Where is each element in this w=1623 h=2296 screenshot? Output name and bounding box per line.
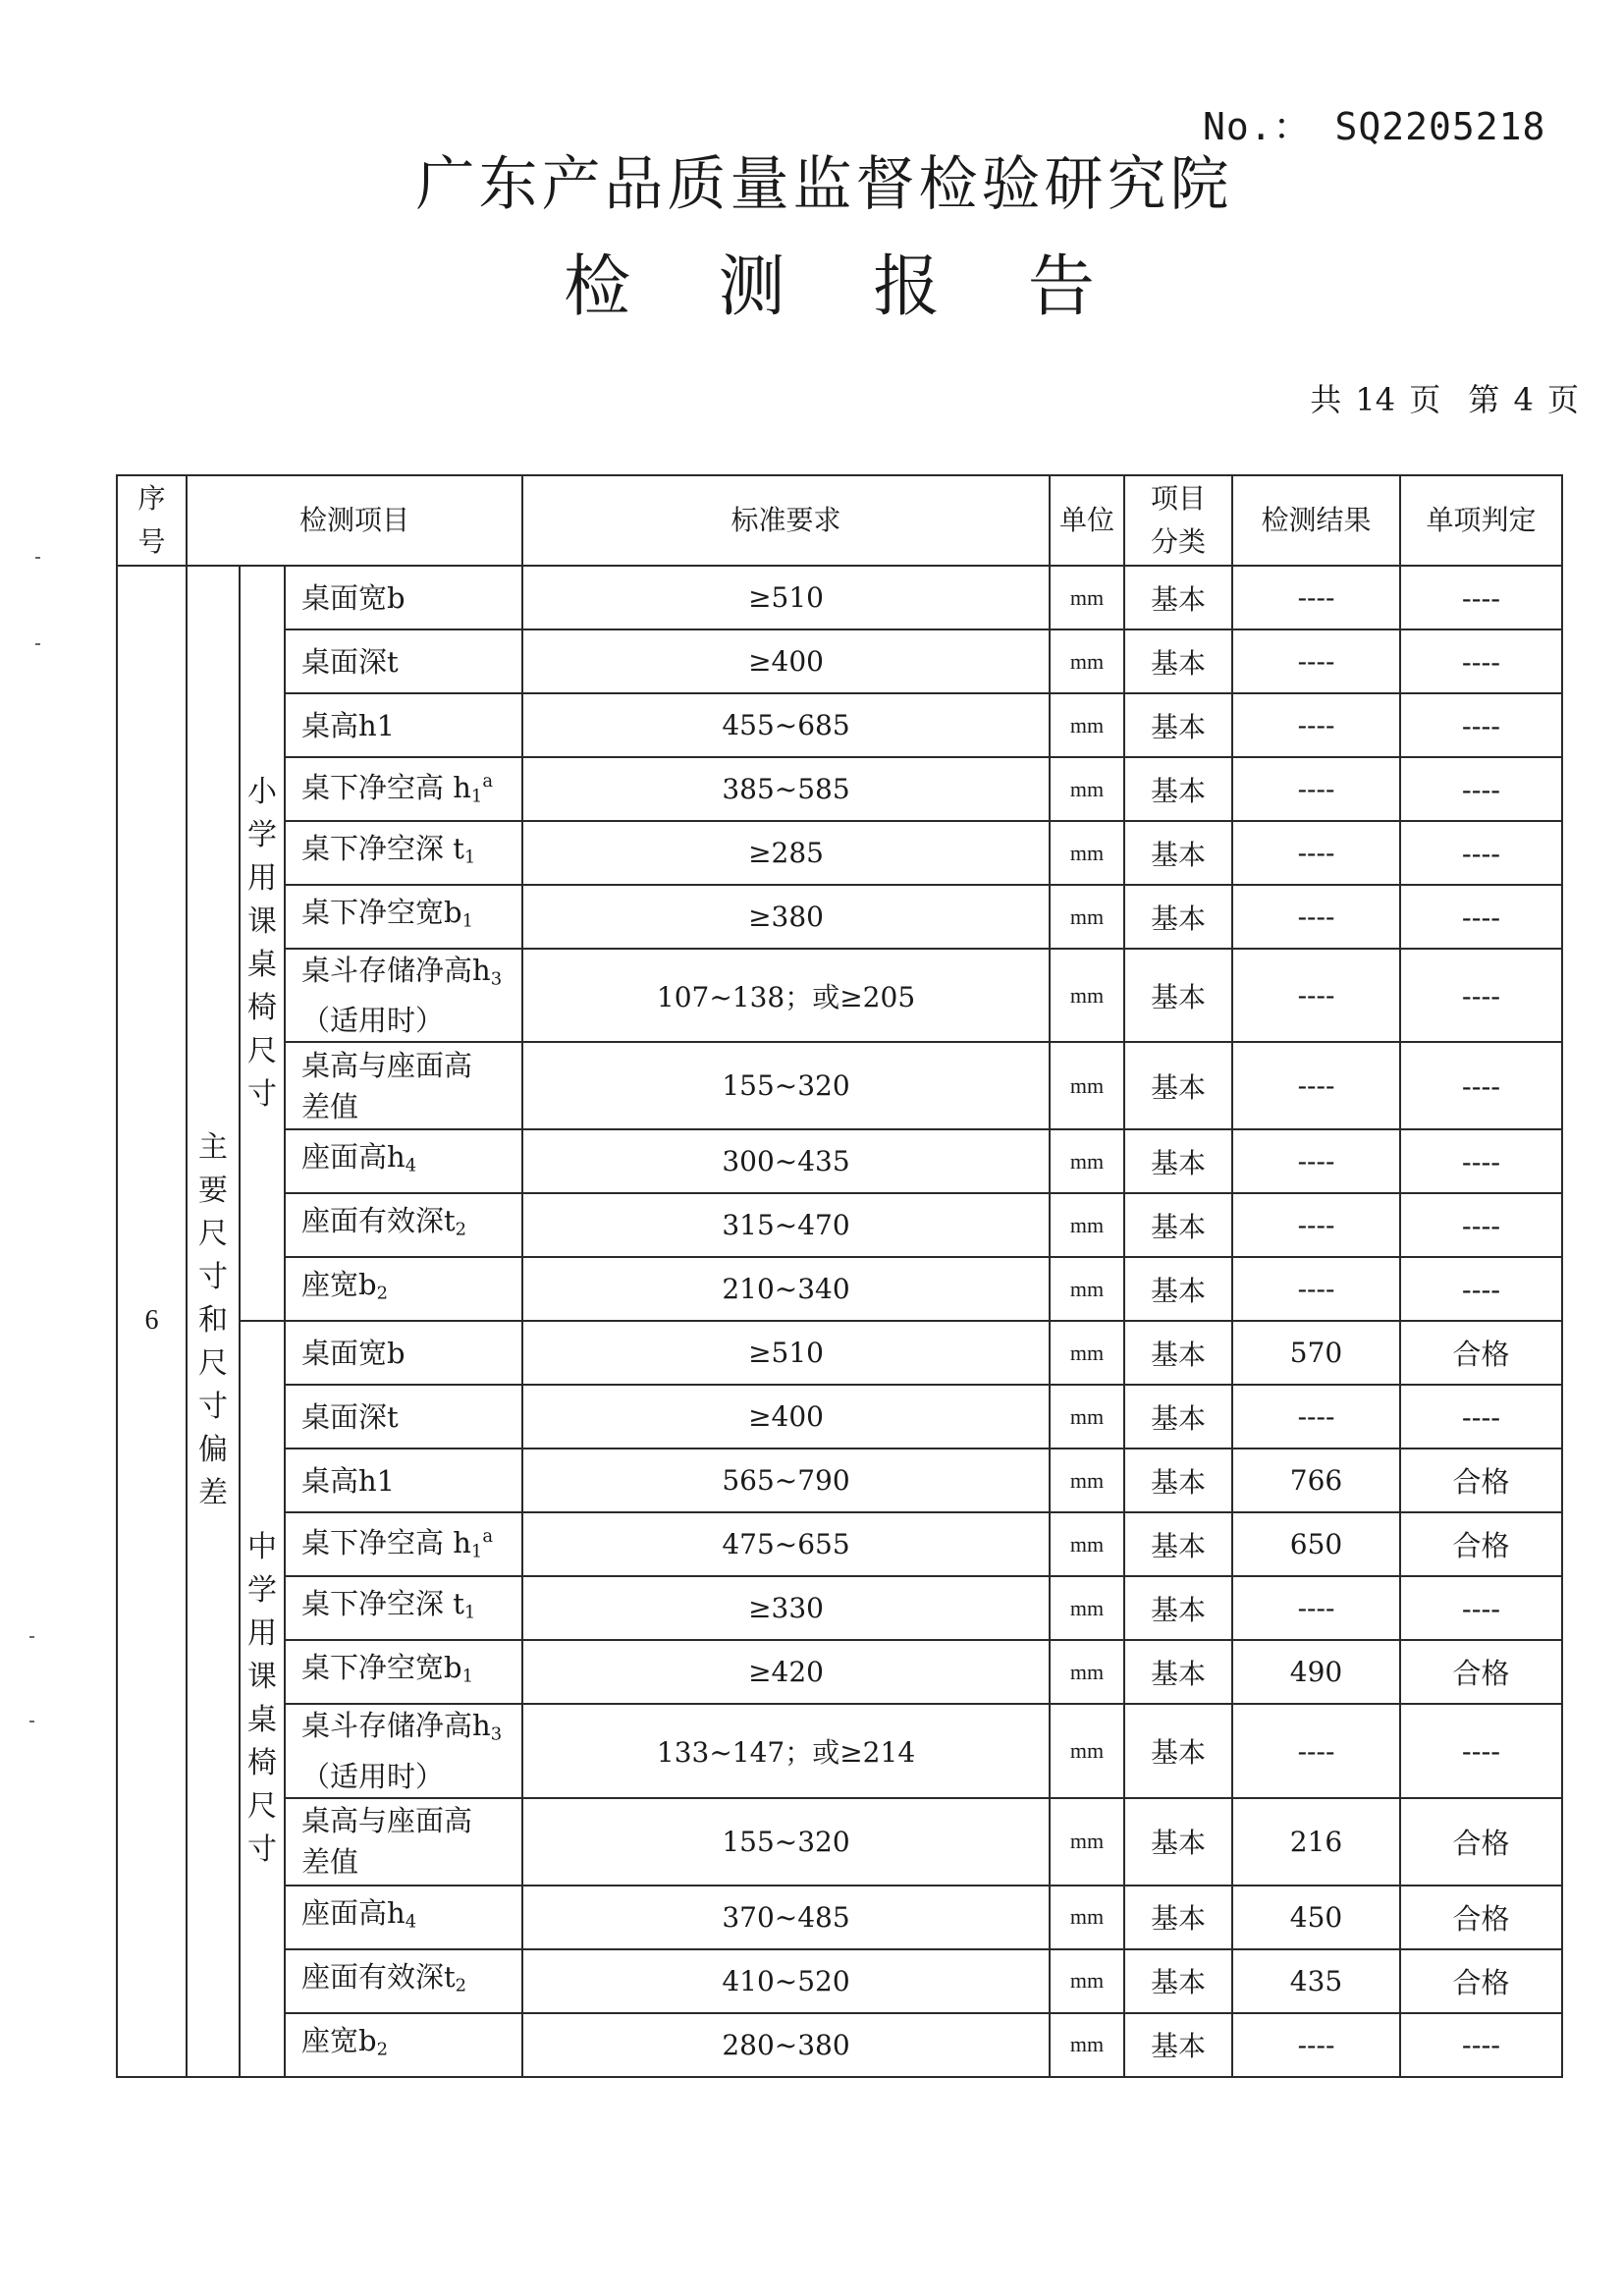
- report-number: No.： SQ2205218: [1203, 105, 1546, 148]
- test-item-label: 桌下净空高 h: [301, 770, 471, 804]
- unit: mm: [1050, 1385, 1124, 1449]
- standard-requirement: 280~380: [522, 2013, 1050, 2077]
- test-item-label: 座面有效深t: [301, 1959, 456, 1994]
- section-label-text: 中学用课桌椅尺寸: [247, 1530, 277, 1868]
- test-item-subscript: 1: [463, 1602, 476, 1623]
- test-item-label: 桌面宽b: [301, 1336, 406, 1370]
- test-item-label: 桌下净空深 t: [301, 831, 464, 865]
- test-item-label: 桌斗存储净高h: [301, 1709, 491, 1743]
- test-item-label: 桌高h1: [301, 708, 396, 742]
- item-verdict: 合格: [1400, 1886, 1562, 1949]
- test-item: [285, 1385, 522, 1449]
- table-row: [117, 566, 1562, 629]
- section-label: [240, 1321, 285, 2076]
- page-indicator: [1310, 375, 1579, 420]
- test-result: ----: [1232, 821, 1400, 885]
- test-item: [285, 1886, 522, 1949]
- test-item-subscript: 3: [490, 968, 503, 990]
- test-item-footnote: a: [482, 1526, 494, 1548]
- standard-requirement: 133~147；或≥214: [522, 1704, 1050, 1797]
- test-item-label: 桌斗存储净高h: [301, 954, 491, 987]
- header-result: 检测结果: [1232, 475, 1400, 566]
- item-verdict: ----: [1400, 949, 1562, 1042]
- test-item-label: 座面高h: [301, 1140, 406, 1175]
- item-category: 基本: [1124, 629, 1232, 693]
- standard-requirement: 315~470: [522, 1193, 1050, 1257]
- test-item: [285, 1449, 522, 1512]
- table-row: [117, 1193, 1562, 1257]
- test-item-subscript: 1: [461, 1666, 474, 1687]
- item-verdict: 合格: [1400, 1321, 1562, 1385]
- test-item-label-line2: 差值: [301, 1089, 359, 1123]
- table-row: [117, 949, 1562, 1042]
- test-item: [285, 1042, 522, 1129]
- item-verdict: ----: [1400, 1193, 1562, 1257]
- test-result: 216: [1232, 1798, 1400, 1886]
- test-result: ----: [1232, 1042, 1400, 1129]
- item-category: 基本: [1124, 757, 1232, 821]
- test-result: ----: [1232, 949, 1400, 1042]
- item-category: 基本: [1124, 1449, 1232, 1512]
- test-item-subscript: 2: [376, 1283, 389, 1304]
- section-label: [240, 566, 285, 1321]
- unit: mm: [1050, 885, 1124, 949]
- item-verdict: ----: [1400, 1576, 1562, 1640]
- test-item: [285, 1704, 522, 1797]
- test-item-subscript: 2: [455, 1975, 467, 1996]
- unit: mm: [1050, 1512, 1124, 1576]
- item-category: 基本: [1124, 885, 1232, 949]
- test-item-label: 桌面深t: [301, 1399, 399, 1434]
- item-category: 基本: [1124, 1042, 1232, 1129]
- standard-requirement: 107~138；或≥205: [522, 949, 1050, 1042]
- table-row: [117, 693, 1562, 757]
- test-result: ----: [1232, 1385, 1400, 1449]
- item-category: 基本: [1124, 566, 1232, 629]
- test-item-label: 桌下净空深 t: [301, 1587, 464, 1621]
- header-item: 检测项目: [187, 475, 522, 566]
- standard-requirement: ≥380: [522, 885, 1050, 949]
- test-item-subscript: 2: [376, 2039, 389, 2060]
- table-row: [117, 2013, 1562, 2077]
- unit: mm: [1050, 1704, 1124, 1797]
- item-category: 基本: [1124, 1704, 1232, 1797]
- test-item: [285, 949, 522, 1042]
- header-unit: 单位: [1050, 475, 1124, 566]
- test-item-label: 桌高h1: [301, 1463, 396, 1498]
- test-item: [285, 1576, 522, 1640]
- test-item-subscript: 3: [490, 1723, 503, 1745]
- test-item-label: 桌下净空宽b: [301, 895, 462, 929]
- test-result: ----: [1232, 1576, 1400, 1640]
- unit: mm: [1050, 629, 1124, 693]
- item-category: 基本: [1124, 1321, 1232, 1385]
- test-item-label: 桌面深t: [301, 644, 399, 679]
- standard-requirement: ≥510: [522, 566, 1050, 629]
- test-item: [285, 566, 522, 629]
- test-result: ----: [1232, 2013, 1400, 2077]
- test-item: [285, 1129, 522, 1193]
- header-category: 项目分类: [1124, 475, 1232, 566]
- standard-requirement: 410~520: [522, 1949, 1050, 2013]
- group-label-text: 主要尺寸和尺寸偏差: [198, 1130, 228, 1511]
- item-category: 基本: [1124, 1576, 1232, 1640]
- item-verdict: ----: [1400, 1385, 1562, 1449]
- item-verdict: 合格: [1400, 1512, 1562, 1576]
- standard-requirement: ≥400: [522, 629, 1050, 693]
- test-item-subscript: 1: [463, 847, 476, 868]
- test-result: ----: [1232, 693, 1400, 757]
- item-verdict: ----: [1400, 1704, 1562, 1797]
- test-item-label: 座宽b: [301, 2023, 377, 2057]
- test-result: ----: [1232, 757, 1400, 821]
- item-category: 基本: [1124, 1257, 1232, 1321]
- standard-requirement: 565~790: [522, 1449, 1050, 1512]
- unit: mm: [1050, 1257, 1124, 1321]
- unit: mm: [1050, 1449, 1124, 1512]
- table-row: [117, 1640, 1562, 1704]
- test-item-label-line2: 差值: [301, 1845, 359, 1880]
- current-page: 第 4 页: [1468, 381, 1579, 418]
- table-row: [117, 1257, 1562, 1321]
- test-item: [285, 1512, 522, 1576]
- standard-requirement: 385~585: [522, 757, 1050, 821]
- test-result: ----: [1232, 1193, 1400, 1257]
- test-result: ----: [1232, 1129, 1400, 1193]
- table-row: [117, 757, 1562, 821]
- unit: mm: [1050, 693, 1124, 757]
- standard-requirement: ≥330: [522, 1576, 1050, 1640]
- document-title: 检 测 报 告: [564, 248, 1128, 326]
- standard-requirement: 210~340: [522, 1257, 1050, 1321]
- item-verdict: ----: [1400, 693, 1562, 757]
- test-item-subscript: 1: [470, 786, 483, 807]
- test-item-label: 座面有效深t: [301, 1204, 456, 1238]
- item-category: 基本: [1124, 1512, 1232, 1576]
- test-result: ----: [1232, 1704, 1400, 1797]
- test-item: [285, 757, 522, 821]
- test-item: [285, 1321, 522, 1385]
- test-item-label: 桌高与座面高: [301, 1048, 473, 1082]
- table-row: [117, 1449, 1562, 1512]
- item-category: 基本: [1124, 1193, 1232, 1257]
- test-item-label: 座面高h: [301, 1895, 406, 1930]
- table-row: [117, 629, 1562, 693]
- header-verdict: 单项判定: [1400, 475, 1562, 566]
- seq-number: 6: [117, 566, 187, 2077]
- test-item: [285, 1640, 522, 1704]
- standard-requirement: 155~320: [522, 1798, 1050, 1886]
- header-standard: 标准要求: [522, 475, 1050, 566]
- item-category: 基本: [1124, 693, 1232, 757]
- test-result: 766: [1232, 1449, 1400, 1512]
- unit: mm: [1050, 1949, 1124, 2013]
- item-verdict: 合格: [1400, 1640, 1562, 1704]
- test-item: [285, 1798, 522, 1886]
- unit: mm: [1050, 1193, 1124, 1257]
- unit: mm: [1050, 821, 1124, 885]
- test-item: [285, 1949, 522, 2013]
- table-row: [117, 1512, 1562, 1576]
- item-verdict: ----: [1400, 757, 1562, 821]
- item-category: 基本: [1124, 1129, 1232, 1193]
- test-item-subscript: 2: [455, 1219, 467, 1240]
- unit: mm: [1050, 2013, 1124, 2077]
- standard-requirement: ≥420: [522, 1640, 1050, 1704]
- unit: mm: [1050, 1129, 1124, 1193]
- unit: mm: [1050, 949, 1124, 1042]
- table-row: [117, 1576, 1562, 1640]
- unit: mm: [1050, 1640, 1124, 1704]
- item-category: 基本: [1124, 1886, 1232, 1949]
- standard-requirement: 370~485: [522, 1886, 1050, 1949]
- unit: mm: [1050, 1798, 1124, 1886]
- item-verdict: ----: [1400, 1042, 1562, 1129]
- unit: mm: [1050, 566, 1124, 629]
- test-item-label-line2: （适用时）: [301, 1004, 445, 1038]
- test-item-subscript: 4: [405, 1155, 417, 1176]
- item-verdict: ----: [1400, 1257, 1562, 1321]
- unit: mm: [1050, 757, 1124, 821]
- test-item-footnote: a: [482, 770, 494, 792]
- test-item: [285, 629, 522, 693]
- test-result: 490: [1232, 1640, 1400, 1704]
- item-category: 基本: [1124, 949, 1232, 1042]
- unit: mm: [1050, 1042, 1124, 1129]
- unit: mm: [1050, 1321, 1124, 1385]
- table-row: [117, 1798, 1562, 1886]
- item-verdict: 合格: [1400, 1949, 1562, 2013]
- table-row: [117, 1042, 1562, 1129]
- test-item-subscript: 4: [405, 1911, 417, 1933]
- standard-requirement: ≥400: [522, 1385, 1050, 1449]
- test-result: 450: [1232, 1886, 1400, 1949]
- test-item-subscript: 1: [470, 1541, 483, 1562]
- table-row: [117, 1704, 1562, 1797]
- test-item-label: 座宽b: [301, 1268, 377, 1302]
- item-verdict: ----: [1400, 885, 1562, 949]
- test-result: 435: [1232, 1949, 1400, 2013]
- item-verdict: ----: [1400, 821, 1562, 885]
- section-label-text: 小学用课桌椅尺寸: [247, 774, 277, 1112]
- unit: mm: [1050, 1886, 1124, 1949]
- test-item-label: 桌高与座面高: [301, 1804, 473, 1838]
- item-category: 基本: [1124, 1385, 1232, 1449]
- test-item-label: 桌面宽b: [301, 580, 406, 615]
- standard-requirement: 455~685: [522, 693, 1050, 757]
- standard-requirement: 155~320: [522, 1042, 1050, 1129]
- item-verdict: ----: [1400, 566, 1562, 629]
- test-item: [285, 1193, 522, 1257]
- organization-title: 广东产品质量监督检验研究院: [415, 150, 1233, 219]
- test-item-subscript: 1: [461, 910, 474, 932]
- test-result: 650: [1232, 1512, 1400, 1576]
- test-result: ----: [1232, 885, 1400, 949]
- item-verdict: ----: [1400, 2013, 1562, 2077]
- unit: mm: [1050, 1576, 1124, 1640]
- table-row: [117, 1385, 1562, 1449]
- item-category: 基本: [1124, 1798, 1232, 1886]
- item-category: 基本: [1124, 821, 1232, 885]
- test-item-label: 桌下净空宽b: [301, 1651, 462, 1685]
- test-item: [285, 693, 522, 757]
- table-row: [117, 1949, 1562, 2013]
- item-verdict: 合格: [1400, 1798, 1562, 1886]
- test-item-label: 桌下净空高 h: [301, 1526, 471, 1560]
- standard-requirement: ≥285: [522, 821, 1050, 885]
- standard-requirement: 300~435: [522, 1129, 1050, 1193]
- table-row: [117, 1321, 1562, 1385]
- total-pages: 共 14 页: [1310, 381, 1441, 418]
- item-category: 基本: [1124, 2013, 1232, 2077]
- test-result: ----: [1232, 629, 1400, 693]
- test-item: [285, 2013, 522, 2077]
- test-item: [285, 1257, 522, 1321]
- item-verdict: ----: [1400, 629, 1562, 693]
- group-label: [187, 566, 240, 2077]
- table-row: [117, 885, 1562, 949]
- table-row: [117, 1129, 1562, 1193]
- test-item: [285, 821, 522, 885]
- table-row: [117, 821, 1562, 885]
- test-results-table: [116, 474, 1563, 2078]
- header-seq: 序号: [117, 475, 187, 566]
- item-verdict: ----: [1400, 1129, 1562, 1193]
- standard-requirement: 475~655: [522, 1512, 1050, 1576]
- test-item: [285, 885, 522, 949]
- test-result: 570: [1232, 1321, 1400, 1385]
- test-item-label-line2: （适用时）: [301, 1759, 445, 1793]
- item-category: 基本: [1124, 1640, 1232, 1704]
- item-category: 基本: [1124, 1949, 1232, 2013]
- standard-requirement: ≥510: [522, 1321, 1050, 1385]
- test-result: ----: [1232, 566, 1400, 629]
- table-row: [117, 1886, 1562, 1949]
- test-result: ----: [1232, 1257, 1400, 1321]
- item-verdict: 合格: [1400, 1449, 1562, 1512]
